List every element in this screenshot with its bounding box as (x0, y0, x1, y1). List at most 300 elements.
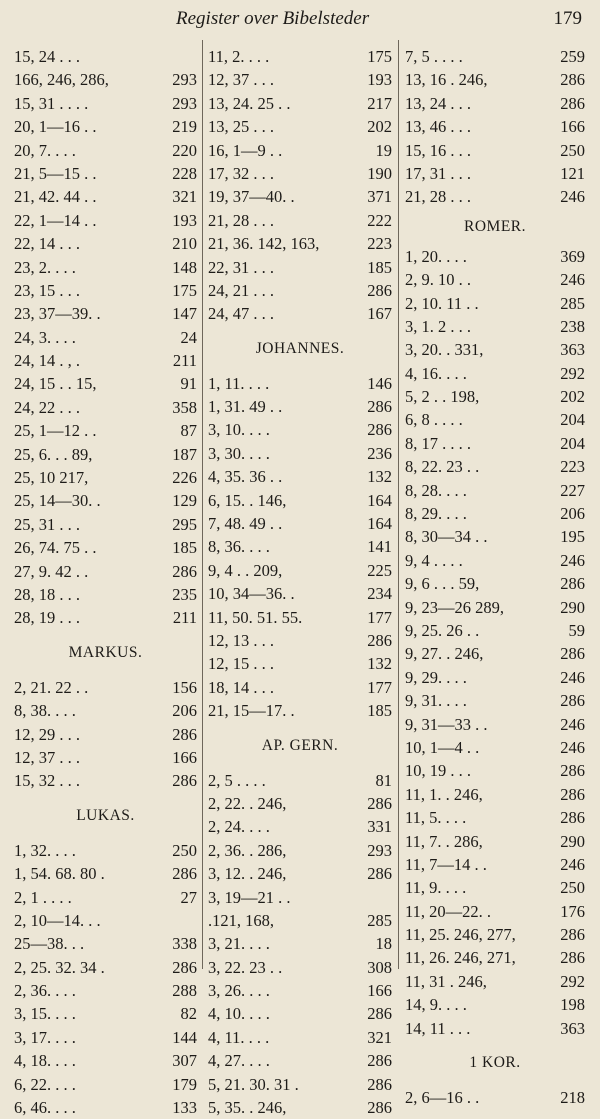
page-reference: 290 (560, 597, 585, 617)
verse-reference: 2, 10—14. . . (14, 910, 101, 930)
index-entry (208, 185, 392, 208)
verse-reference: 3, 1. 2 . . . (405, 316, 471, 336)
verse-reference: 11, 2. . . . (208, 47, 270, 66)
verse-reference: 12, 15 . . . (208, 654, 274, 674)
verse-reference: 7, 48. 49 . . (208, 514, 283, 534)
index-entry (405, 502, 585, 525)
index-entry (14, 443, 197, 466)
verse-reference: 12, 29 . . . (14, 724, 80, 744)
page-reference: 82 (180, 1004, 197, 1024)
page-reference: 363 (560, 340, 585, 360)
index-entry (14, 536, 197, 559)
verse-reference: 3, 22. 23 . . (208, 957, 283, 977)
verse-reference: 24, 3. . . . (14, 327, 76, 347)
index-entry (14, 256, 197, 279)
verse-reference: 25, 10 217, (14, 468, 89, 488)
index-entry (405, 525, 585, 548)
index-entry (14, 1096, 197, 1119)
index-entry (405, 432, 585, 455)
page-reference: 286 (367, 420, 392, 440)
index-entry (208, 792, 392, 815)
page-reference: 246 (560, 854, 585, 874)
verse-reference: 8, 22. 23 . . (405, 457, 480, 477)
index-entry (405, 993, 585, 1016)
verse-reference: 4, 16. . . . (405, 363, 467, 383)
page-reference: 286 (560, 761, 585, 781)
page-reference: 147 (172, 304, 197, 324)
index-entry (14, 1049, 197, 1072)
index-entry (405, 292, 585, 315)
verse-reference: 13, 25 . . . (208, 117, 274, 137)
index-entry (208, 769, 392, 792)
page-reference: 246 (560, 714, 585, 734)
verse-reference: 3, 21. . . . (208, 934, 270, 954)
column-divider (398, 40, 399, 969)
verse-reference: 22, 31 . . . (208, 257, 274, 277)
page-reference: 167 (367, 304, 392, 324)
verse-reference: 21, 15—17. . (208, 701, 295, 721)
page-reference: 250 (172, 840, 197, 860)
page-reference: 148 (172, 257, 197, 277)
page-reference: 19 (375, 140, 392, 160)
verse-reference: 8, 36. . . . (208, 537, 270, 557)
index-entry (14, 209, 197, 232)
verse-reference: 2, 25. 32. 34 . (14, 957, 105, 977)
verse-reference: 15, 31 . . . . (14, 93, 89, 113)
page-reference: 87 (180, 421, 197, 441)
index-entry (14, 1026, 197, 1049)
verse-reference: 5, 35. . 246, (208, 1098, 287, 1118)
verse-reference: 24, 21 . . . (208, 280, 274, 300)
verse-reference: 11, 1. . 246, (405, 784, 483, 804)
index-entry (208, 1026, 392, 1049)
verse-reference: 9, 31—33 . . (405, 714, 488, 734)
page-reference: 193 (172, 210, 197, 230)
index-entry (14, 139, 197, 162)
index-entry (208, 139, 392, 162)
index-entry (14, 723, 197, 746)
verse-reference: 25, 31 . . . (14, 514, 80, 534)
page-reference: 246 (560, 737, 585, 757)
column-divider (202, 40, 203, 969)
verse-reference: 3, 15. . . . (14, 1004, 76, 1024)
page-reference: 369 (560, 246, 585, 266)
index-entry (208, 279, 392, 302)
page-reference: 177 (367, 677, 392, 697)
page-reference: 156 (172, 677, 197, 697)
verse-reference: 11, 9. . . . (405, 878, 467, 898)
index-entry (208, 92, 392, 115)
index-entry (405, 876, 585, 899)
page-reference: 286 (560, 691, 585, 711)
index-entry (208, 582, 392, 605)
page-reference: 236 (367, 443, 392, 463)
index-entry (405, 1086, 585, 1109)
page-reference: 185 (367, 701, 392, 721)
page-reference: 166 (560, 117, 585, 137)
verse-reference: 13, 16 . 246, (405, 70, 488, 90)
verse-reference: 13, 24 . . . (405, 93, 471, 113)
verse-reference: 11, 5. . . . (405, 808, 467, 828)
page-reference: 195 (560, 527, 585, 547)
verse-reference: 9, 29. . . . (405, 667, 467, 687)
index-entry (14, 583, 197, 606)
page-reference: 129 (172, 491, 197, 511)
verse-reference: 9, 4 . . . . (405, 550, 463, 570)
page-reference: 293 (172, 93, 197, 113)
verse-reference: 6, 46. . . . (14, 1098, 76, 1118)
page-reference: 187 (172, 444, 197, 464)
index-entry (208, 209, 392, 232)
verse-reference: 10, 1—4 . . (405, 737, 480, 757)
page-reference: 144 (172, 1027, 197, 1047)
verse-reference: 2, 21. 22 . . (14, 677, 89, 697)
book-section-heading: AP. GERN. (261, 736, 339, 754)
index-entry (208, 652, 392, 675)
verse-reference: 21, 5—15 . . (14, 163, 97, 183)
verse-reference: 5, 2 . . 198, (405, 387, 480, 407)
book-section-heading: ROMER. (464, 217, 526, 235)
verse-reference: 16, 1—9 . . (208, 140, 283, 160)
page-reference: 206 (172, 701, 197, 721)
page-reference: 286 (367, 397, 392, 417)
page-reference: 27 (180, 887, 197, 907)
verse-reference: 11, 20—22. . (405, 901, 492, 921)
verse-reference: 12, 13 . . . (208, 630, 274, 650)
page-reference: 166 (367, 981, 392, 1001)
index-entry (208, 442, 392, 465)
page-reference: 295 (172, 514, 197, 534)
page-reference: 286 (367, 630, 392, 650)
index-entry (208, 956, 392, 979)
verse-reference: 14, 9. . . . (405, 995, 467, 1015)
verse-reference: 2, 24. . . . (208, 817, 270, 837)
page-reference: 235 (172, 584, 197, 604)
index-entry (208, 535, 392, 558)
page-reference: 371 (367, 187, 392, 207)
index-entry (405, 268, 585, 291)
index-entry (405, 549, 585, 572)
page-reference: 179 (172, 1074, 197, 1094)
index-entry (14, 932, 197, 955)
page-reference: 290 (560, 831, 585, 851)
page-header (0, 6, 600, 36)
verse-reference: 4, 27. . . . (208, 1051, 270, 1071)
index-entry (208, 1049, 392, 1072)
verse-reference: 4, 18. . . . (14, 1051, 76, 1071)
index-entry (208, 418, 392, 441)
verse-reference: 3, 17. . . . (14, 1027, 76, 1047)
index-entry (405, 338, 585, 361)
page-reference: 198 (560, 995, 585, 1015)
index-entry (208, 512, 392, 535)
verse-reference: 2, 6—16 . . (405, 1088, 480, 1108)
index-entry (405, 759, 585, 782)
verse-reference: 7, 5 . . . . (405, 47, 463, 66)
page-reference: 218 (560, 1088, 585, 1108)
verse-reference: 12, 37 . . . (14, 747, 80, 767)
page-reference: 24 (180, 327, 197, 347)
page-reference: 286 (560, 574, 585, 594)
verse-reference: 4, 10. . . . (208, 1004, 270, 1024)
index-entry (405, 479, 585, 502)
index-entry (208, 232, 392, 255)
index-entry (208, 559, 392, 582)
index-entry (208, 395, 392, 418)
index-entry (14, 372, 197, 395)
verse-reference: 26, 74. 75 . . (14, 538, 97, 558)
page-reference: 286 (560, 70, 585, 90)
verse-reference: 23, 15 . . . (14, 280, 80, 300)
verse-reference: .121, 168, (208, 910, 274, 930)
page-reference: 175 (367, 47, 392, 66)
verse-reference: 1, 54. 68. 80 . (14, 864, 105, 884)
page-reference: 259 (560, 47, 585, 66)
page-reference: 193 (367, 70, 392, 90)
page-reference: 286 (172, 957, 197, 977)
page-reference: 307 (172, 1051, 197, 1071)
index-entry (208, 629, 392, 652)
page-reference: 286 (172, 724, 197, 744)
index-entry (14, 1002, 197, 1025)
index-entry (14, 699, 197, 722)
index-entry (14, 1073, 197, 1096)
page-reference: 321 (172, 187, 197, 207)
verse-reference: 1, 11. . . . (208, 373, 270, 393)
index-entry (405, 806, 585, 829)
index-entry (405, 45, 585, 68)
index-entry (14, 746, 197, 769)
verse-reference: 22, 1—14 . . (14, 210, 97, 230)
page-reference: 146 (367, 373, 392, 393)
page-reference: 219 (172, 117, 197, 137)
verse-reference: 6, 8 . . . . (405, 410, 463, 430)
index-entry (14, 560, 197, 583)
page-reference: 286 (172, 561, 197, 581)
index-entry (14, 45, 197, 68)
page-reference: 321 (367, 1027, 392, 1047)
index-entry (405, 315, 585, 338)
page-reference: 176 (560, 901, 585, 921)
verse-reference: 24, 15 . . 15, (14, 374, 97, 394)
verse-reference: 1, 20. . . . (405, 246, 467, 266)
page-reference: 211 (172, 608, 197, 628)
page-reference: 286 (367, 864, 392, 884)
verse-reference: 2, 36. . 286, (208, 840, 287, 860)
page-reference: 286 (560, 925, 585, 945)
page-reference: 202 (367, 117, 392, 137)
verse-reference: 8, 30—34 . . (405, 527, 488, 547)
verse-reference: 2, 22. . 246, (208, 793, 287, 813)
verse-reference: 5, 21. 30. 31 . (208, 1074, 299, 1094)
index-entry (208, 489, 392, 512)
index-entry (405, 736, 585, 759)
page-reference: 288 (172, 981, 197, 1001)
index-column-1 (14, 45, 197, 1119)
verse-reference: 166, 246, 286, (14, 70, 109, 90)
verse-reference: 20, 7. . . . (14, 140, 76, 160)
verse-reference: 11, 7. . 286, (405, 831, 483, 851)
page-reference: 204 (560, 410, 585, 430)
index-entry (208, 606, 392, 629)
verse-reference: 11, 25. 246, 277, (405, 925, 516, 945)
index-entry (405, 115, 585, 138)
verse-reference: 11, 31 . 246, (405, 971, 487, 991)
page-reference: 132 (367, 654, 392, 674)
index-entry (14, 489, 197, 512)
page-reference: 246 (560, 550, 585, 570)
page-reference: 292 (560, 363, 585, 383)
index-entry (14, 92, 197, 115)
page-reference: 286 (367, 1074, 392, 1094)
page-reference: 234 (367, 584, 392, 604)
page-reference: 285 (560, 293, 585, 313)
index-entry (405, 923, 585, 946)
page-reference: 228 (172, 163, 197, 183)
index-entry (405, 619, 585, 642)
page-reference: 211 (172, 351, 197, 371)
index-entry (14, 349, 197, 372)
verse-reference: 11, 7—14 . . (405, 854, 487, 874)
verse-reference: 3, 10. . . . (208, 420, 270, 440)
index-entry (14, 302, 197, 325)
page-reference: 225 (367, 560, 392, 580)
index-entry (14, 606, 197, 629)
page-reference: 286 (172, 864, 197, 884)
page-reference: 363 (560, 1018, 585, 1038)
index-entry (208, 256, 392, 279)
verse-reference: 2, 5 . . . . (208, 770, 266, 790)
index-entry (14, 956, 197, 979)
page-reference: 293 (172, 70, 197, 90)
page-reference: 81 (375, 770, 392, 790)
index-entry (14, 326, 197, 349)
index-entry (405, 1017, 585, 1040)
verse-reference: 9, 6 . . . 59, (405, 574, 480, 594)
page-reference: 358 (172, 397, 197, 417)
index-column-2 (208, 45, 392, 1119)
verse-reference: 2, 9. 10 . . (405, 270, 471, 290)
page-reference: 293 (367, 840, 392, 860)
index-entry (405, 666, 585, 689)
page-reference: 331 (367, 817, 392, 837)
index-entry (14, 513, 197, 536)
index-entry (208, 886, 392, 909)
page-reference: 222 (367, 210, 392, 230)
verse-reference: 11, 50. 51. 55. (208, 607, 303, 627)
page-reference: 59 (568, 620, 585, 640)
verse-reference: 27, 9. 42 . . (14, 561, 89, 581)
index-entry (14, 862, 197, 885)
index-entry (14, 909, 197, 932)
page-reference: 286 (172, 771, 197, 791)
index-entry (405, 408, 585, 431)
index-entry (405, 162, 585, 185)
page-reference: 250 (560, 878, 585, 898)
page-reference: 141 (367, 537, 392, 557)
index-entry (208, 979, 392, 1002)
verse-reference: 18, 14 . . . (208, 677, 274, 697)
verse-reference: 10, 34—36. . (208, 584, 295, 604)
page-reference: 238 (560, 316, 585, 336)
verse-reference: 9, 25. 26 . . (405, 620, 480, 640)
verse-reference: 11, 26. 246, 271, (405, 948, 516, 968)
book-section-heading: JOHANNES. (255, 339, 345, 357)
index-entry (405, 572, 585, 595)
index-entry (208, 372, 392, 395)
index-entry (14, 676, 197, 699)
running-title: Register over Bibelsteder (176, 8, 370, 29)
index-entry (208, 932, 392, 955)
verse-reference: 17, 32 . . . (208, 163, 274, 183)
book-section-heading: LUKAS. (76, 806, 135, 824)
page-reference: 223 (367, 234, 392, 254)
page-reference: 164 (367, 490, 392, 510)
index-entry (14, 162, 197, 185)
index-entry (405, 783, 585, 806)
verse-reference: 4, 11. . . . (208, 1027, 270, 1047)
index-entry (405, 689, 585, 712)
page-reference: 185 (172, 538, 197, 558)
verse-reference: 17, 31 . . . (405, 163, 471, 183)
page-reference: 91 (180, 374, 197, 394)
index-entry (208, 302, 392, 325)
index-entry (208, 815, 392, 838)
verse-reference: 21, 28 . . . (405, 187, 471, 207)
index-entry (208, 45, 392, 68)
verse-reference: 2, 36. . . . (14, 981, 76, 1001)
index-entry (14, 419, 197, 442)
verse-reference: 15, 32 . . . (14, 771, 80, 791)
verse-reference: 19, 37—40. . (208, 187, 295, 207)
index-entry (14, 185, 197, 208)
index-entry (208, 676, 392, 699)
page-reference: 202 (560, 387, 585, 407)
page-reference: 286 (560, 784, 585, 804)
verse-reference: 8, 28. . . . (405, 480, 467, 500)
page-reference: 286 (367, 280, 392, 300)
page-reference: 286 (560, 808, 585, 828)
index-entry (208, 68, 392, 91)
verse-reference: 9, 31. . . . (405, 691, 467, 711)
index-entry (208, 839, 392, 862)
verse-reference: 25, 6. . . 89, (14, 444, 93, 464)
index-entry (405, 245, 585, 268)
verse-reference: 24, 22 . . . (14, 397, 80, 417)
index-entry (14, 886, 197, 909)
page-reference: 18 (375, 934, 392, 954)
verse-reference: 25, 14—30. . (14, 491, 101, 511)
verse-reference: 28, 18 . . . (14, 584, 80, 604)
page-number: 179 (553, 8, 582, 29)
page-reference: 286 (367, 1098, 392, 1118)
page-reference: 185 (367, 257, 392, 277)
verse-reference: 9, 23—26 289, (405, 597, 504, 617)
index-entry (405, 385, 585, 408)
index-entry (14, 466, 197, 489)
index-entry (14, 68, 197, 91)
verse-reference: 8, 38. . . . (14, 701, 76, 721)
book-section-heading: 1 KOR. (469, 1054, 521, 1072)
page-reference: 177 (367, 607, 392, 627)
page-reference: 166 (172, 747, 197, 767)
page-reference: 226 (172, 468, 197, 488)
index-entry (405, 185, 585, 208)
verse-reference: 3, 30. . . . (208, 443, 270, 463)
page-reference: 286 (367, 1051, 392, 1071)
verse-reference: 21, 28 . . . (208, 210, 274, 230)
page-reference: 286 (560, 93, 585, 113)
